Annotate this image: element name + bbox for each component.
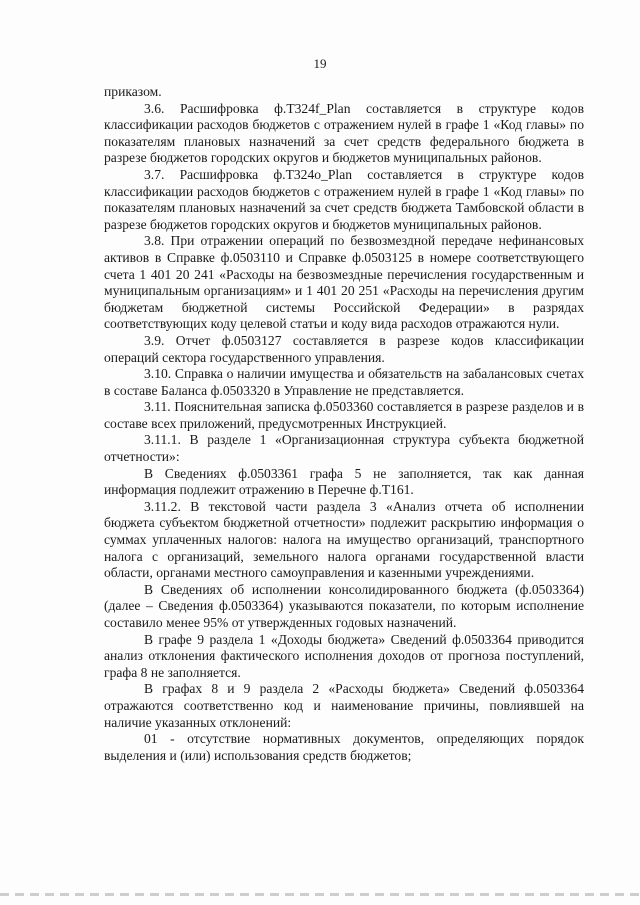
- paragraph-3-11: 3.11. Пояснительная записка ф.0503360 составляется в разрезе разделов и в составе всех приложений, предусмотренных Инструкцией.: [104, 399, 584, 431]
- paragraph-section-2-expenses: В графах 8 и 9 раздела 2 «Расходы бюджета» Сведений ф.0503364 отражаются соответственно код и наименование причины, повлиявшей на наличие указанных отклонений:: [104, 681, 584, 730]
- paragraph-3-8: 3.8. При отражении операций по безвозмездной передаче нефинансовых активов в Справке ф.0503110 и Справке ф.0503125 в номере соответствующего счета 1 401 20 241 «Расходы на безвозмездные перечисления государственным и муниципальным организациям» и 1 401 20 251 «Расходы на перечисления другим бюджетам бюджетной системы Российской Федерации» в разрядах соответствующих коду целевой статьи и коду вида расходов отражаются нули.: [104, 233, 584, 332]
- paragraph-3-10: 3.10. Справка о наличии имущества и обязательств на забалансовых счетах в составе Баланса ф.0503320 в Управление не представляется.: [104, 366, 584, 398]
- paragraph-0503364-intro: В Сведениях об исполнении консолидированного бюджета (ф.0503364) (далее – Сведения ф.0503364) указываются показатели, по которым исполнение составило менее 95% от утвержденных годовых назначений.: [104, 581, 584, 630]
- paragraph-3-11-2: 3.11.2. В текстовой части раздела 3 «Анализ отчета об исполнении бюджета субъектом бюджетной отчетности» подлежит раскрытию информация о суммах уплаченных налогов: налога на имущество организаций, транспортного налога с организаций, земельного налога органами государственной власти области, органами местного самоуправления и казенными учреждениями.: [104, 498, 584, 581]
- paragraph-section-1-income: В графе 9 раздела 1 «Доходы бюджета» Сведений ф.0503364 приводится анализ отклонения фактического исполнения доходов от прогноза поступлений, графа 8 не заполняется.: [104, 631, 584, 680]
- paragraph-reason-01: 01 - отсутствие нормативных документов, определяющих порядок выделения и (или) использования средств бюджетов;: [104, 731, 584, 763]
- paragraph-0503361-note: В Сведениях ф.0503361 графа 5 не заполняется, так как данная информация подлежит отражению в Перечне ф.Т161.: [104, 465, 584, 498]
- paragraph-3-7: 3.7. Расшифровка ф.Т324o_Plan составляется в структуре кодов классификации расходов бюджетов с отражением нулей в графе 1 «Код главы» по показателям плановых назначений за счет средств бюджета Тамбовской области в разрезе бюджетов городских округов и бюджетов муниципальных районов.: [104, 166, 584, 232]
- document-body: [104, 84, 584, 764]
- paragraph-3-9: 3.9. Отчет ф.0503127 составляется в разрезе кодов классификации операций сектора государственного управления.: [104, 332, 584, 365]
- page-number: 19: [313, 56, 327, 71]
- paragraph-3-6: 3.6. Расшифровка ф.Т324f_Plan составляется в структуре кодов классификации расходов бюджетов с отражением нулей в графе 1 «Код главы» по показателям плановых назначений за счет средств федерального бюджета в разрезе бюджетов городских округов и бюджетов муниципальных районов.: [104, 100, 584, 166]
- paragraph-continuation: приказом.: [104, 84, 162, 99]
- paragraph-3-11-1: 3.11.1. В разделе 1 «Организационная структура субъекта бюджетной отчетности»:: [104, 432, 584, 465]
- scan-edge-divider: [0, 893, 640, 896]
